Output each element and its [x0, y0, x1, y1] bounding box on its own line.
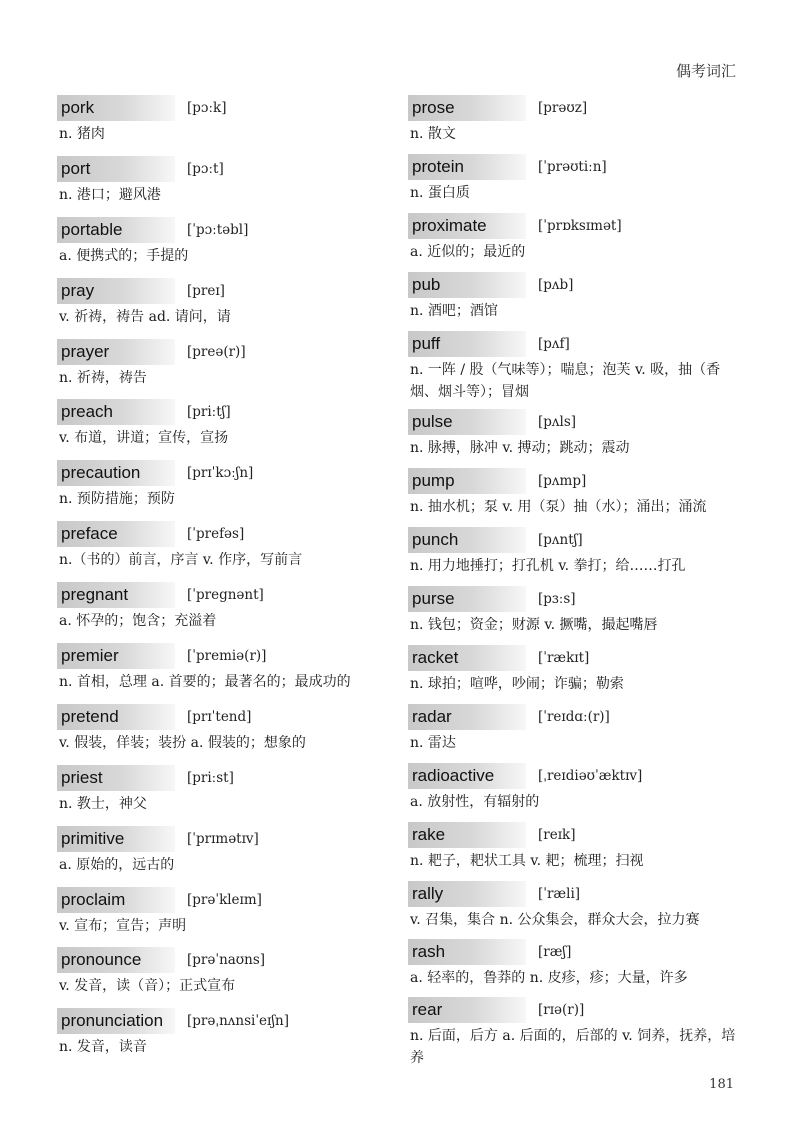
definition: a. 原始的，远古的 — [59, 856, 175, 873]
vocab-entry — [57, 702, 397, 763]
definition: v. 宣布；宣告；声明 — [59, 917, 187, 934]
entry-head — [408, 152, 748, 182]
phonetic: [preə(r)] — [187, 343, 246, 360]
headword: prayer — [57, 339, 175, 365]
phonetic: [priːtʃ] — [187, 404, 231, 421]
vocab-entry — [57, 458, 397, 519]
definition: n. 球拍；喧哗，吵闹；诈骗；勒索 — [410, 676, 624, 692]
definition: n. 脉搏，脉冲 v. 搏动；跳动；震动 — [410, 440, 630, 456]
vocab-entry — [57, 397, 397, 458]
phonetic: [pʌf] — [538, 336, 570, 352]
vocab-entry — [57, 580, 397, 641]
definition: n. 祈祷，祷告 — [59, 369, 147, 386]
vocab-entry — [408, 937, 748, 995]
definition: n. 教士，神父 — [59, 795, 147, 812]
definition: n. 散文 — [410, 126, 456, 142]
entry-head — [57, 580, 397, 610]
vocab-entry — [408, 152, 748, 211]
phonetic: [pɔːk] — [187, 100, 227, 116]
phonetic: [pʌmp] — [538, 473, 587, 489]
phonetic: [pɔːt] — [187, 160, 224, 177]
headword: rear — [408, 997, 526, 1023]
vocab-entry — [57, 1006, 397, 1067]
phonetic: [prəˌnʌnsiˈeɪʃn] — [187, 1013, 289, 1030]
entry-head — [57, 458, 397, 488]
phonetic: [ˈprefəs] — [187, 526, 245, 543]
vocab-entry — [408, 995, 748, 1075]
vocab-entry — [408, 329, 748, 407]
phonetic: [prəˈkleɪm] — [187, 891, 262, 908]
vocab-entry — [408, 211, 748, 270]
definition: n. 后面，后方 a. 后面的，后部的 v. 饲养，抚养，培养 — [410, 1028, 736, 1066]
entry-head — [408, 270, 748, 300]
headword: pray — [57, 278, 175, 304]
vocab-entry — [408, 761, 748, 820]
vocab-entry — [57, 945, 397, 1006]
phonetic: [ˌreɪdiəʊˈæktɪv] — [538, 768, 643, 784]
page-number: 181 — [709, 1077, 734, 1092]
entry-head — [408, 466, 748, 496]
vocab-entry — [57, 337, 397, 398]
phonetic: [ˈpregnənt] — [187, 587, 264, 604]
definition: a. 近似的；最近的 — [410, 244, 526, 260]
entry-head — [408, 761, 748, 791]
headword: preach — [57, 399, 175, 425]
headword: pronunciation — [57, 1008, 175, 1034]
definition: n. 发音，读音 — [59, 1039, 147, 1056]
vocab-entry — [57, 641, 397, 702]
entry-head — [57, 945, 397, 975]
headword: proximate — [408, 213, 526, 239]
definition: n. 港口；避风港 — [59, 186, 161, 203]
entry-head — [408, 820, 748, 850]
definition: a. 怀孕的；饱含；充溢着 — [59, 613, 217, 630]
entry-head — [408, 937, 748, 967]
phonetic: [ˈprəʊtiːn] — [538, 159, 607, 175]
phonetic: [pʌntʃ] — [538, 532, 583, 548]
page-header: 偶考词汇 — [675, 62, 736, 80]
vocab-entry — [408, 643, 748, 702]
entry-head — [57, 641, 397, 671]
entry-head — [57, 1006, 397, 1036]
entry-head — [57, 763, 397, 793]
headword: pub — [408, 272, 526, 298]
phonetic: [ˈreɪdɑː(r)] — [538, 709, 610, 725]
entry-head — [408, 879, 748, 909]
phonetic: [pʌls] — [538, 414, 577, 430]
headword: puff — [408, 331, 526, 357]
headword: purse — [408, 586, 526, 612]
vocab-entry — [57, 215, 397, 276]
definition: n. 耙子，耙状工具 v. 耙；梳理；扫视 — [410, 853, 644, 869]
headword: radar — [408, 704, 526, 730]
definition: v. 假装，佯装；装扮 a. 假装的；想象的 — [59, 734, 306, 751]
definition: n. 钱包；资金；财源 v. 撅嘴，撮起嘴唇 — [410, 617, 658, 633]
headword: portable — [57, 217, 175, 243]
headword: punch — [408, 527, 526, 553]
definition: n.（书的）前言，序言 v. 作序，写前言 — [59, 552, 303, 569]
vocab-entry — [408, 820, 748, 879]
headword: preface — [57, 521, 175, 547]
entry-head — [408, 702, 748, 732]
definition: n. 猪肉 — [59, 126, 105, 142]
definition: n. 雷达 — [410, 735, 456, 751]
definition: a. 便携式的；手提的 — [59, 247, 189, 264]
headword: premier — [57, 643, 175, 669]
definition: v. 布道，讲道；宣传，宣扬 — [59, 430, 229, 447]
definition: n. 预防措施；预防 — [59, 491, 175, 508]
phonetic: [ˈprɪmətɪv] — [187, 830, 259, 847]
entry-head — [408, 525, 748, 555]
vocab-entry — [408, 525, 748, 584]
headword: port — [57, 156, 175, 182]
headword: rake — [408, 822, 526, 848]
entry-head — [57, 276, 397, 306]
headword: prose — [408, 95, 526, 121]
phonetic: [ˈrækɪt] — [538, 650, 590, 666]
headword: protein — [408, 154, 526, 180]
entry-head — [57, 519, 397, 549]
entry-head — [57, 154, 397, 184]
phonetic: [prɪˈtend] — [187, 708, 252, 725]
headword: proclaim — [57, 887, 175, 913]
phonetic: [ˈræli] — [538, 886, 581, 902]
entry-head — [57, 824, 397, 854]
vocab-entry — [57, 763, 397, 824]
definition: a. 轻率的，鲁莽的 n. 皮疹，疹；大量，许多 — [410, 970, 688, 986]
entry-head — [408, 995, 748, 1025]
vocab-entry — [57, 276, 397, 337]
definition: a. 放射性，有辐射的 — [410, 794, 540, 810]
definition: n. 蛋白质 — [410, 185, 470, 201]
entry-head — [408, 93, 748, 123]
entry-head — [57, 93, 397, 123]
phonetic: [prəˈnaʊns] — [187, 952, 266, 969]
right-column — [408, 93, 748, 1075]
left-column — [57, 93, 397, 1067]
entry-head — [408, 584, 748, 614]
vocab-entry — [408, 702, 748, 761]
definition: v. 祈祷，祷告 ad. 请问，请 — [59, 308, 231, 325]
phonetic: [priːst] — [187, 769, 234, 786]
headword: pronounce — [57, 947, 175, 973]
entry-head — [57, 397, 397, 427]
headword: rash — [408, 939, 526, 965]
vocab-entry — [57, 93, 397, 154]
vocab-entry — [408, 407, 748, 466]
phonetic: [ˈpremiə(r)] — [187, 648, 267, 665]
phonetic: [prɪˈkɔːʃn] — [187, 465, 254, 482]
headword: racket — [408, 645, 526, 671]
headword: pump — [408, 468, 526, 494]
vocab-entry — [57, 824, 397, 885]
headword: rally — [408, 881, 526, 907]
headword: radioactive — [408, 763, 526, 789]
headword: pregnant — [57, 582, 175, 608]
entry-head — [408, 329, 748, 359]
vocab-entry — [408, 270, 748, 329]
vocab-entry — [408, 466, 748, 525]
phonetic: [ræʃ] — [538, 944, 572, 960]
definition: n. 首相，总理 a. 首要的；最著名的；最成功的 — [59, 674, 351, 691]
phonetic: [pʌb] — [538, 277, 574, 293]
definition: n. 用力地捶打；打孔机 v. 拳打；给……打孔 — [410, 558, 686, 574]
entry-head — [57, 337, 397, 367]
vocab-entry — [408, 584, 748, 643]
phonetic: [preɪ] — [187, 282, 225, 299]
headword: primitive — [57, 826, 175, 852]
phonetic: [pɜːs] — [538, 591, 576, 607]
headword: priest — [57, 765, 175, 791]
entry-head — [57, 215, 397, 245]
definition: v. 发音，读（音）；正式宣布 — [59, 978, 236, 995]
vocab-entry — [57, 885, 397, 946]
vocab-entry — [57, 519, 397, 580]
entry-head — [408, 211, 748, 241]
headword: precaution — [57, 460, 175, 486]
entry-head — [408, 643, 748, 673]
headword: pulse — [408, 409, 526, 435]
phonetic: [rɪə(r)] — [538, 1002, 585, 1018]
definition: v. 召集，集合 n. 公众集会，群众大会，拉力赛 — [410, 912, 700, 928]
phonetic: [reɪk] — [538, 827, 576, 843]
vocab-entry — [57, 154, 397, 215]
definition: n. 抽水机；泵 v. 用（泵）抽（水）；涌出；涌流 — [410, 499, 707, 515]
headword: pork — [57, 95, 175, 121]
definition: n. 酒吧；酒馆 — [410, 303, 498, 319]
entry-head — [408, 407, 748, 437]
phonetic: [ˈprɒksɪmət] — [538, 218, 622, 234]
vocab-entry — [408, 879, 748, 937]
entry-head — [57, 885, 397, 915]
entry-head — [57, 702, 397, 732]
phonetic: [ˈpɔːtəbl] — [187, 221, 249, 238]
definition: n. 一阵 / 股（气味等）；喘息；泡芙 v. 吸，抽（香烟、烟斗等）；冒烟 — [410, 362, 721, 400]
headword: pretend — [57, 704, 175, 730]
phonetic: [prəʊz] — [538, 100, 588, 116]
vocab-entry — [408, 93, 748, 152]
